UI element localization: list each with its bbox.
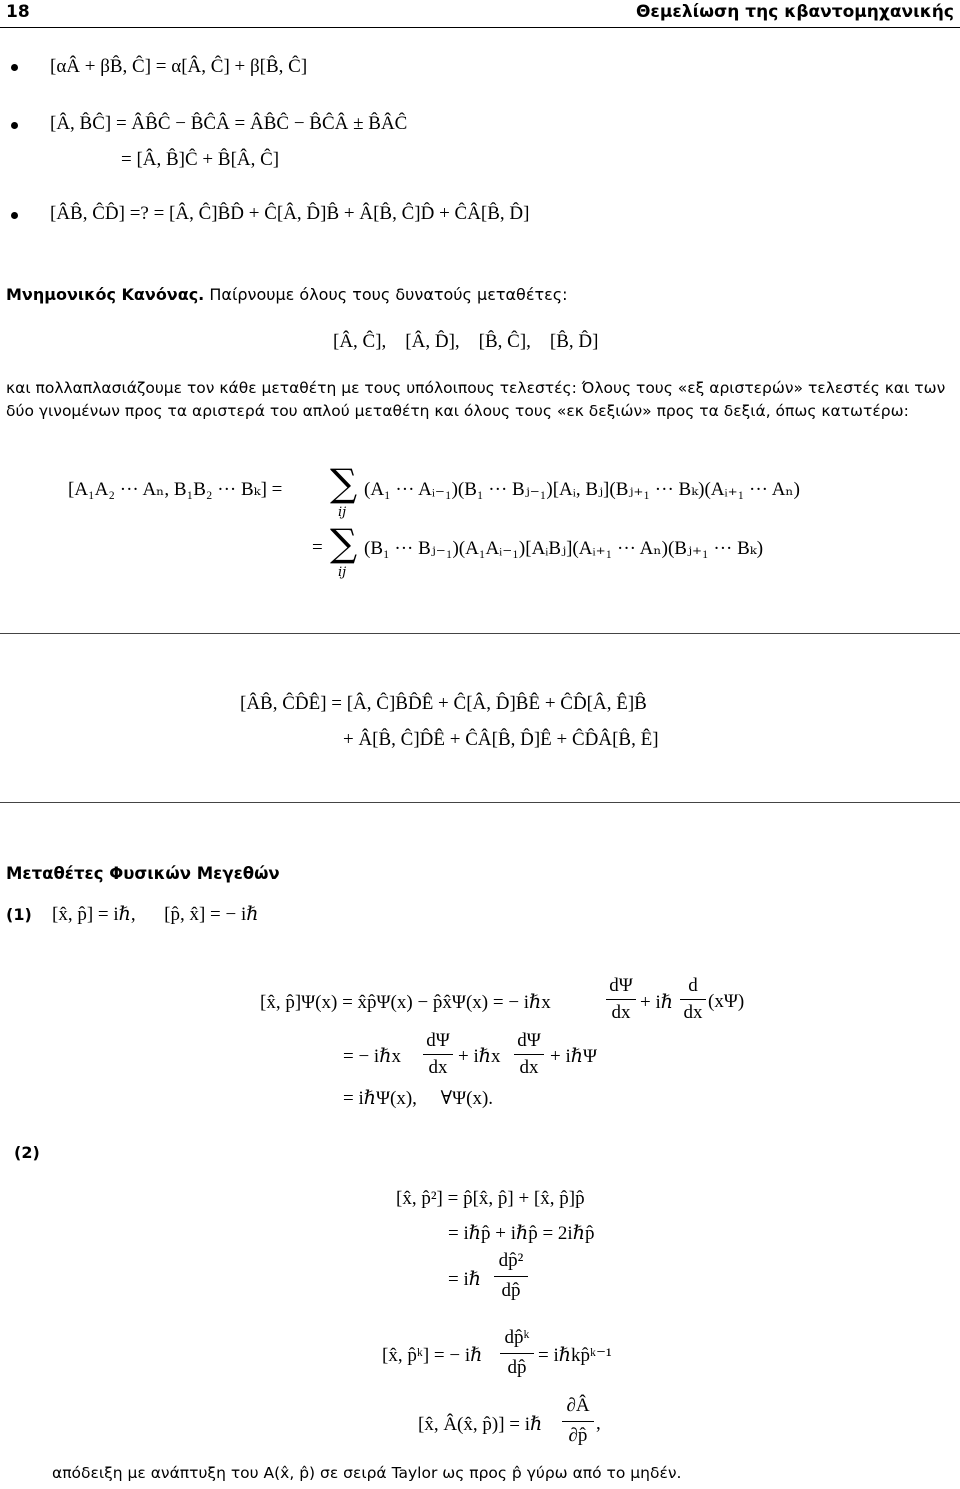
eq1-frac-den: dx [611, 1002, 631, 1023]
eq1-lhs: [x̂, p̂]Ψ(x) = x̂p̂Ψ(x) − p̂x̂Ψ(x) = − iℏx [260, 992, 551, 1013]
eq1-frac-num: dΨ [609, 975, 633, 996]
sum-index: ij [338, 505, 347, 520]
pk-tail: = iℏkp̂ᵏ⁻¹ [538, 1345, 612, 1366]
mnemonic-intro: Παίρνουμε όλους τους δυνατούς μεταθέτες: [209, 285, 568, 304]
bullet-marker [11, 64, 18, 71]
item-1-label: (1) [6, 905, 32, 924]
section-rule [0, 802, 960, 803]
mnemonic-paragraph: και πολλαπλασιάζουμε τον κάθε μεταθέτη με τους υπόλοιπους τελεστές: Όλους τους «εξ αριστερών» τελεστές και των δύο γινομένων προς τα αριστερά του απλού μεταθέτη και όλους τους «εκ δεξιών» προς τα δεξιά, όπως κατωτέρω: [6, 379, 946, 420]
boxed-formula-line1: [ÂB̂, ĈD̂Ê] = [Â, Ĉ]B̂D̂Ê + Ĉ[Â, D̂]B̂Ê + ĈD̂[Â, Ê]B̂ [240, 693, 647, 714]
p2-line3-head: = iℏ [448, 1269, 481, 1290]
eq2-tail: + iℏΨ [550, 1046, 597, 1067]
bullet-marker [11, 122, 18, 129]
sum-index: ij [338, 565, 347, 580]
bullet-formula-double-product: [ÂB̂, ĈD̂] =? = [Â, Ĉ]B̂D̂ + Ĉ[Â, D̂]B̂ + Â[B̂, Ĉ]D̂ + ĈÂ[B̂, D̂] [50, 203, 530, 224]
eq2-frac-num: dΨ [426, 1030, 450, 1051]
item-1-formula: [x̂, p̂] = iℏ, [p̂, x̂] = − iℏ [52, 904, 259, 925]
page-number: 18 [6, 2, 30, 22]
eq1-tail: (xΨ) [708, 991, 745, 1012]
bullet-formula-linearity: [αÂ + βB̂, Ĉ] = α[Â, Ĉ] + β[B̂, Ĉ] [50, 56, 308, 77]
pk-num: dp̂ᵏ [504, 1327, 530, 1348]
fraction-bar [423, 1054, 453, 1055]
eq2-frac2-den: dx [519, 1057, 539, 1078]
fraction-bar [680, 999, 706, 1000]
A-num: ∂Â [566, 1395, 590, 1416]
bullet-formula-continuation: = [Â, B̂]Ĉ + B̂[Â, Ĉ] [121, 149, 280, 170]
general-formula-rhs2: (B₁ ··· Bⱼ₋₁)(A₁Aᵢ₋₁)[AᵢBⱼ](Aᵢ₊₁ ··· Aₙ)(Bⱼ₊₁ ··· Bₖ) [364, 538, 764, 559]
eq1-mid: + iℏ [640, 992, 673, 1013]
eq1-frac2-num: d [688, 975, 698, 996]
A-tail: , [596, 1413, 601, 1434]
fraction-bar [494, 1276, 528, 1277]
p2-line1: [x̂, p̂²] = p̂[x̂, p̂] + [x̂, p̂]p̂ [396, 1188, 585, 1209]
boxed-formula-line2: + Â[B̂, Ĉ]D̂Ê + ĈÂ[B̂, D̂]Ê + ĈD̂Â[B̂, Ê] [343, 729, 659, 750]
eq3: = iℏΨ(x), ∀Ψ(x). [343, 1088, 494, 1109]
eq2-frac-den: dx [428, 1057, 448, 1078]
eq2-mid: + iℏx [458, 1046, 501, 1067]
item-2-label: (2) [14, 1143, 40, 1162]
pk-head: [x̂, p̂ᵏ] = − iℏ [382, 1345, 483, 1366]
mnemonic-label: Μνημονικός Κανόνας. [6, 285, 205, 304]
proof-note: απόδειξη με ανάπτυξη του A(x̂, p̂) σε σειρά Taylor ως προς p̂ γύρω από το μηδέν. [52, 1464, 682, 1482]
pk-den: dp̂ [507, 1357, 527, 1378]
bullet-formula-product: [Â, B̂Ĉ] = ÂB̂Ĉ − B̂ĈÂ = ÂB̂Ĉ − B̂ĈÂ ± B̂ÂĈ [50, 113, 408, 134]
A-head: [x̂, Â(x̂, p̂)] = iℏ [418, 1414, 543, 1435]
general-formula-eq2: = [312, 537, 323, 558]
commutator-list: [Â, Ĉ], [Â, D̂], [B̂, Ĉ], [B̂, D̂] [333, 331, 599, 352]
section-title: Μεταθέτες Φυσικών Μεγεθών [6, 864, 280, 883]
running-title: Θεμελίωση της κβαντομηχανικής [635, 2, 954, 22]
section-rule [0, 633, 960, 634]
p2-line2: = iℏp̂ + iℏp̂ = 2iℏp̂ [448, 1223, 595, 1244]
general-formula-rhs1: (A₁ ··· Aᵢ₋₁)(B₁ ··· Bⱼ₋₁)[Aᵢ, Bⱼ](Bⱼ₊₁ ··· Bₖ)(Aᵢ₊₁ ··· Aₙ) [364, 479, 800, 500]
eq2-frac2-num: dΨ [517, 1030, 541, 1051]
eq2-head: = − iℏx [343, 1046, 401, 1067]
header-rule [0, 27, 960, 28]
A-den: ∂p̂ [568, 1425, 588, 1446]
sum-symbol: ∑ [330, 461, 358, 505]
fraction-bar [562, 1421, 594, 1422]
p2-line3-den: dp̂ [501, 1280, 521, 1301]
sum-symbol: ∑ [330, 521, 358, 565]
eq1-frac2-den: dx [683, 1002, 703, 1023]
mnemonic-line [6, 285, 568, 304]
fraction-bar [500, 1353, 534, 1354]
p2-line3-num: dp̂² [498, 1250, 524, 1271]
general-formula-lhs: [A₁A₂ ··· Aₙ, B₁B₂ ··· Bₖ] = [68, 479, 283, 500]
fraction-bar [606, 999, 636, 1000]
bullet-marker [11, 212, 18, 219]
fraction-bar [514, 1054, 544, 1055]
